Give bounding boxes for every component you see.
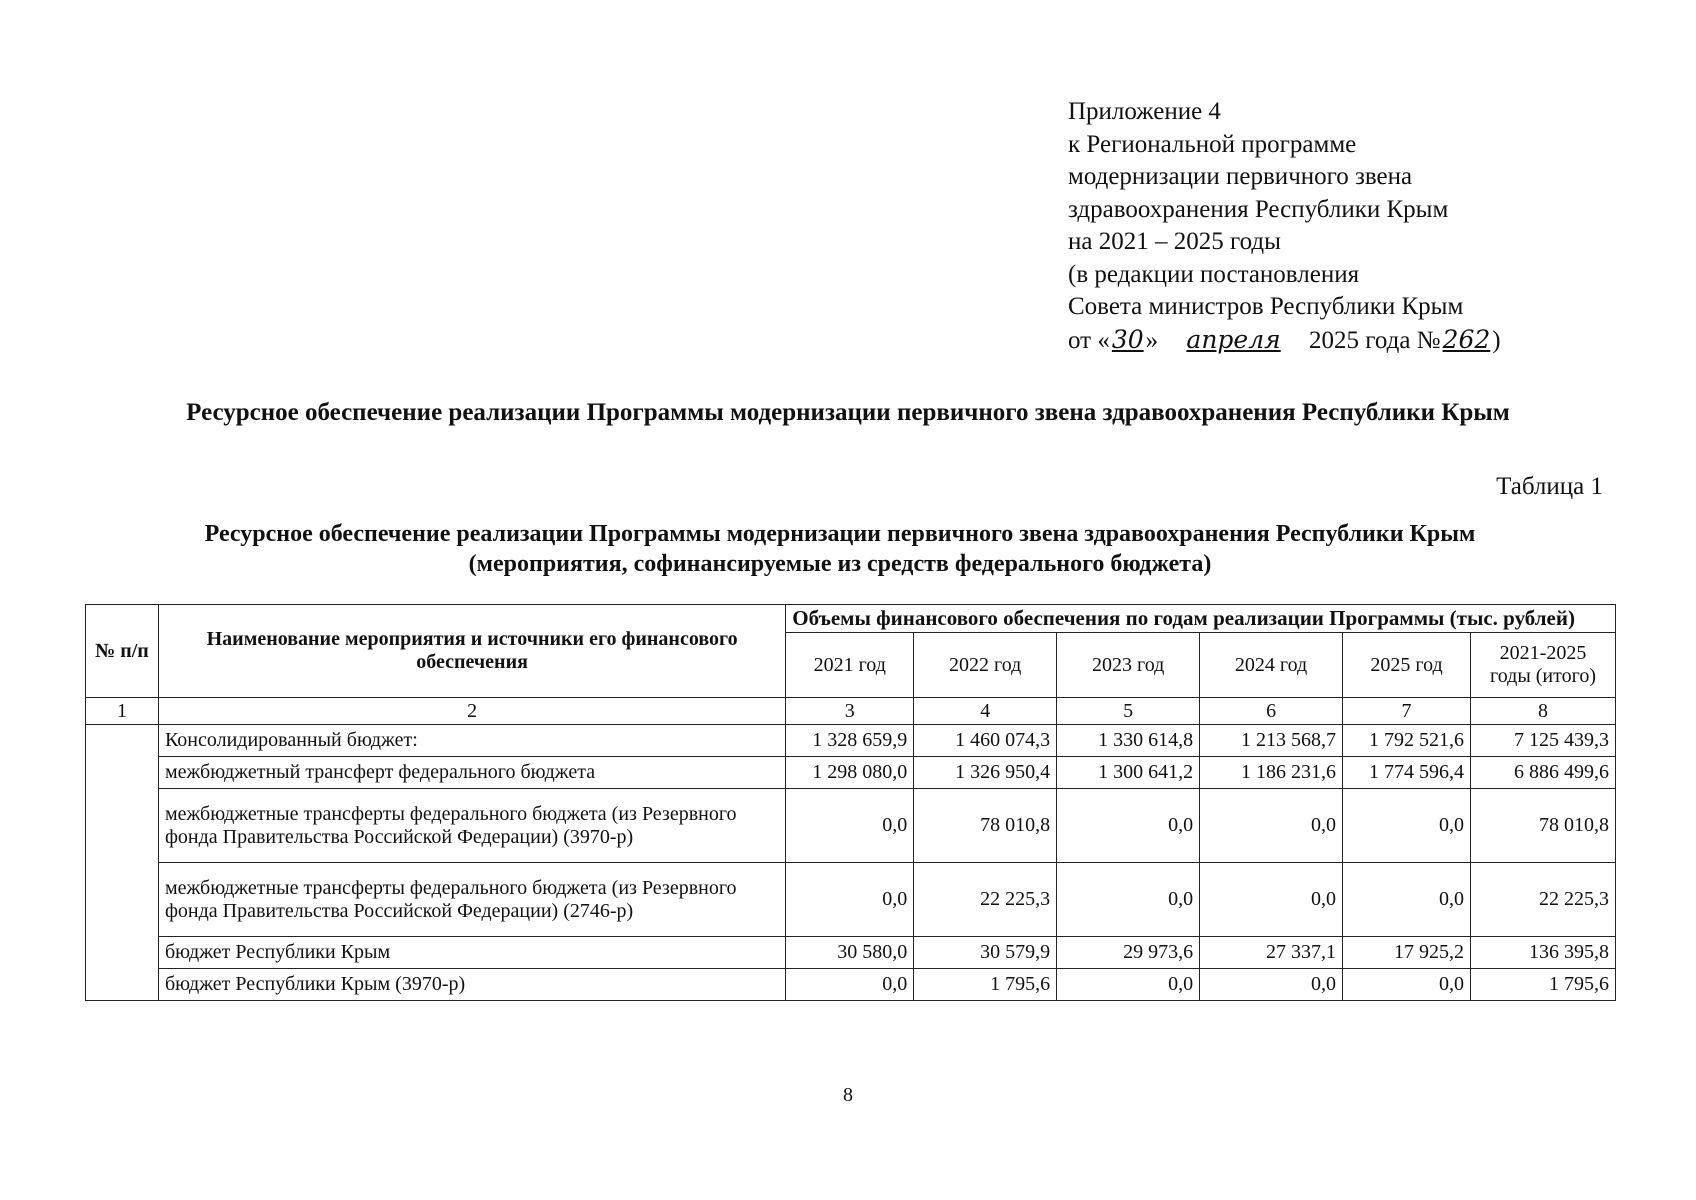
- table-row: [86, 969, 1616, 1001]
- value-cell-total: 22 225,3: [1471, 863, 1616, 937]
- header-row: [86, 605, 1616, 633]
- value-cell-total: 136 395,8: [1471, 937, 1616, 969]
- value-cell: 0,0: [1343, 863, 1471, 937]
- index-cell: 7: [1343, 698, 1471, 725]
- page-number: 8: [843, 1084, 853, 1106]
- row-name: бюджет Республики Крым: [158, 937, 785, 969]
- value-cell: 1 330 614,8: [1057, 725, 1200, 757]
- table-row: [86, 863, 1616, 937]
- appendix-line: модернизации первичного звена: [1068, 163, 1413, 190]
- value-cell: 27 337,1: [1200, 937, 1343, 969]
- value-cell: 1 300 641,2: [1057, 757, 1200, 789]
- value-cell-total: 1 795,6: [1471, 969, 1616, 1001]
- handwritten-number: 262: [1442, 324, 1491, 354]
- appendix-block: [1068, 96, 1588, 357]
- table-title: [120, 519, 1560, 579]
- value-cell: 1 795,6: [914, 969, 1057, 1001]
- funding-table: [85, 604, 1616, 1001]
- date-quote-close: »: [1145, 326, 1159, 354]
- main-title: Ресурсное обеспечение реализации Программы модернизации первичного звена здравоохранения Республики Крым: [186, 399, 1510, 426]
- header-year-total: 2021-2025 годы (итого): [1471, 633, 1616, 698]
- value-cell: 1 792 521,6: [1343, 725, 1471, 757]
- value-cell: 1 460 074,3: [914, 725, 1057, 757]
- index-cell: 6: [1200, 698, 1343, 725]
- header-group: Объемы финансового обеспечения по годам реализации Программы (тыс. рублей): [786, 605, 1616, 633]
- row-name: бюджет Республики Крым (3970-р): [158, 969, 785, 1001]
- index-row: [86, 698, 1616, 725]
- index-cell: 5: [1057, 698, 1200, 725]
- header-num: № п/п: [86, 605, 159, 698]
- value-cell: 30 580,0: [786, 937, 914, 969]
- value-cell: 1 298 080,0: [786, 757, 914, 789]
- table-row: [86, 937, 1616, 969]
- appendix-line: к Региональной программе: [1068, 130, 1357, 158]
- table-title-line2: (мероприятия, софинансируемые из средств федерального бюджета): [468, 551, 1212, 577]
- table-row: [86, 789, 1616, 863]
- value-cell: 0,0: [1343, 969, 1471, 1001]
- date-prefix: от «: [1068, 326, 1110, 354]
- value-cell-total: 78 010,8: [1471, 789, 1616, 863]
- value-cell: 1 328 659,9: [786, 725, 914, 757]
- row-name: межбюджетные трансферты федерального бюджета (из Резервного фонда Правительства Российской Федерации) (3970-р): [158, 789, 785, 863]
- value-cell: 0,0: [1200, 969, 1343, 1001]
- row-number-cell: [86, 725, 159, 1001]
- date-suffix: ): [1492, 326, 1501, 354]
- value-cell: 0,0: [1200, 789, 1343, 863]
- header-year: 2022 год: [914, 633, 1057, 698]
- appendix-date-line: [1068, 324, 1588, 358]
- handwritten-day: 30: [1111, 324, 1144, 354]
- index-cell: 8: [1471, 698, 1616, 725]
- value-cell: 30 579,9: [914, 937, 1057, 969]
- appendix-line: здравоохранения Республики Крым: [1068, 195, 1449, 223]
- index-cell: 3: [786, 698, 914, 725]
- table-row: [86, 725, 1616, 757]
- table-title-line1: Ресурсное обеспечение реализации Программы модернизации первичного звена здравоохранения Республики Крым: [204, 521, 1476, 547]
- value-cell-total: 6 886 499,6: [1471, 757, 1616, 789]
- index-cell: 2: [158, 698, 785, 725]
- value-cell: 0,0: [1057, 789, 1200, 863]
- handwritten-month: апреля: [1186, 324, 1281, 354]
- value-cell: 0,0: [1200, 863, 1343, 937]
- header-year: 2025 год: [1343, 633, 1471, 698]
- header-year: 2021 год: [786, 633, 914, 698]
- appendix-line: (в редакции постановления: [1068, 260, 1360, 288]
- header-year: 2023 год: [1057, 633, 1200, 698]
- appendix-line: на 2021 – 2025 годы: [1068, 228, 1281, 255]
- value-cell: 1 186 231,6: [1200, 757, 1343, 789]
- value-cell: 0,0: [1057, 863, 1200, 937]
- row-name: межбюджетные трансферты федерального бюджета (из Резервного фонда Правительства Российской Федерации) (2746-р): [158, 863, 785, 937]
- value-cell: 29 973,6: [1057, 937, 1200, 969]
- value-cell: 1 774 596,4: [1343, 757, 1471, 789]
- value-cell: 0,0: [786, 969, 914, 1001]
- table-row: [86, 757, 1616, 789]
- row-name: Консолидированный бюджет:: [158, 725, 785, 757]
- value-cell: 1 326 950,4: [914, 757, 1057, 789]
- date-year: 2025 года №: [1308, 326, 1441, 354]
- header-year: 2024 год: [1200, 633, 1343, 698]
- value-cell: 0,0: [786, 789, 914, 863]
- value-cell-total: 7 125 439,3: [1471, 725, 1616, 757]
- value-cell: 22 225,3: [914, 863, 1057, 937]
- value-cell: 17 925,2: [1343, 937, 1471, 969]
- value-cell: 78 010,8: [914, 789, 1057, 863]
- value-cell: 0,0: [1057, 969, 1200, 1001]
- table-label: Таблица 1: [1496, 473, 1603, 500]
- header-name: Наименование мероприятия и источники его финансового обеспечения: [158, 605, 785, 698]
- index-cell: 4: [914, 698, 1057, 725]
- row-name: межбюджетный трансферт федерального бюджета: [158, 757, 785, 789]
- value-cell: 0,0: [786, 863, 914, 937]
- value-cell: 1 213 568,7: [1200, 725, 1343, 757]
- index-cell: 1: [86, 698, 159, 725]
- appendix-line: Приложение 4: [1068, 98, 1221, 125]
- value-cell: 0,0: [1343, 789, 1471, 863]
- appendix-line: Совета министров Республики Крым: [1068, 293, 1464, 320]
